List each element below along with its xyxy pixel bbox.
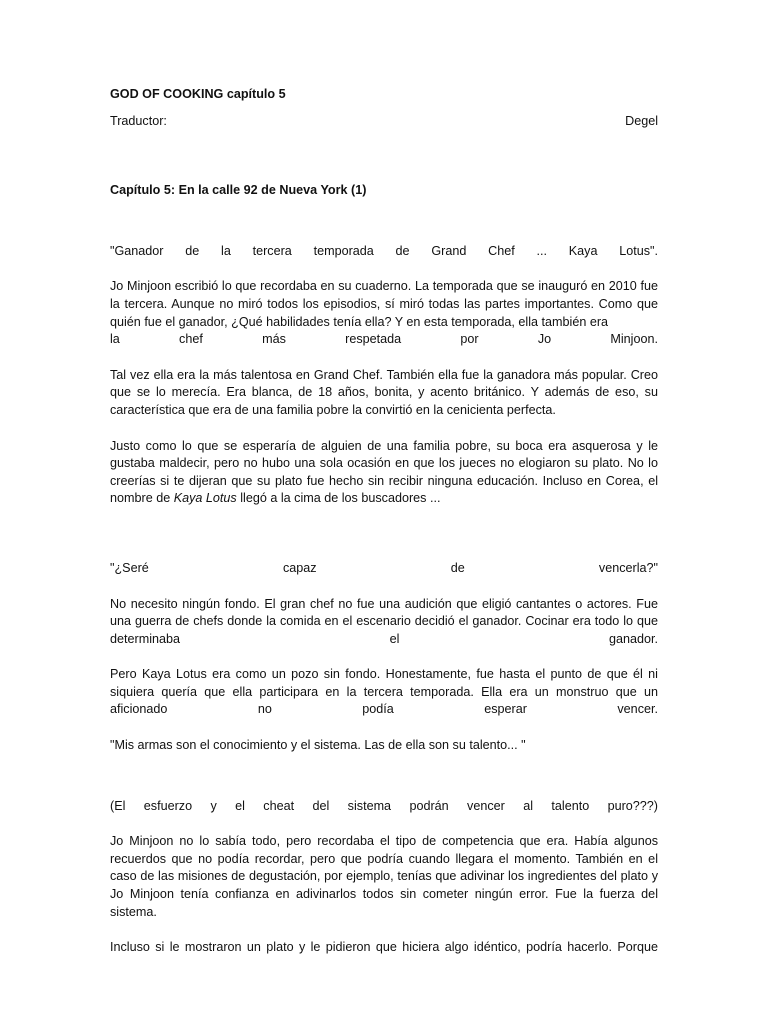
translator-row [110,113,658,131]
paragraph-8: "Mis armas son el conocimiento y el sistema. Las de ella son su talento... " [110,738,526,753]
paragraph-10: Jo Minjoon no lo sabía todo, pero recordaba el tipo de competencia que era. Había algunos recuerdos que no podía recordar, pero que podría cuando llegara el momento. También en el caso de las misiones de degustación, por ejemplo, tenías que adivinar los ingredientes del plato y Jo Minjoon tenía confianza en adivinarlos todos sin cometer ningún error. Fue la fuerza del sistema. [110,834,658,919]
translator-name: Degel [625,113,658,128]
paragraph-1: "Ganador de la tercera temporada de Grand Chef ... Kaya Lotus". [110,243,658,258]
paragraph-5: "¿Seré capaz de vencerla?" [110,560,658,575]
paragraph-2-part-a: Jo Minjoon escribió lo que recordaba en su cuaderno. La temporada que se inauguró en 2010 fue la tercera. Aunque no miró todos los episodios, sí miró todas las partes importantes. Como que quién fue el ganador, ¿Qué habilidades tenía ella? Y en esta temporada, ella también era [110,279,658,329]
paragraph-4-emphasis: Kaya Lotus [173,491,237,506]
paragraph-4-text-b: llegó a la cima de los buscadores ... [236,491,441,506]
chapter-heading: Capítulo 5: En la calle 92 de Nueva York (1) [110,183,367,198]
paragraph-2-part-b: la chef más respetada por Jo Minjoon. [110,332,658,347]
paragraph-11: Incluso si le mostraron un plato y le pidieron que hiciera algo idéntico, podría hacerlo. Porque [110,940,658,955]
paragraph-7: Pero Kaya Lotus era como un pozo sin fondo. Honestamente, fue hasta el punto de que él ni siquiera quería que ella participara en la tercera temporada. Ella era un monstruo que un aficionado no podía esperar vencer. [110,667,658,717]
paragraph-4 [110,438,658,508]
document-title: GOD OF COOKING capítulo 5 [110,87,286,101]
paragraph-9: (El esfuerzo y el cheat del sistema podrán vencer al talento puro???) [110,798,658,813]
paragraph-4-text-a: Justo como lo que se esperaría de alguien de una familia pobre, su boca era asquerosa y le gustaba maldecir, pero no hubo una sola ocasión en que los jueces no elogiaron su plato. No lo creerías si te dijeran que su plato fue hecho sin recibir ninguna educación. Incluso en Corea, el nombre de [110,438,658,506]
paragraph-3: Tal vez ella era la más talentosa en Grand Chef. También ella fue la ganadora más popular. Creo que se lo merecía. Era blanca, de 18 años, bonita, y acento británico. Y además de eso, su característica que era de una familia pobre la convirtió en la cenicienta perfecta. [110,367,658,417]
translator-label: Traductor: [110,113,167,128]
paragraph-6: No necesito ningún fondo. El gran chef no fue una audición que eligió cantantes o actores. Fue una guerra de chefs donde la comida en el escenario decidió el ganador. Cocinar era todo lo que determinaba el ganador. [110,596,658,646]
paragraph-2 [110,278,658,348]
